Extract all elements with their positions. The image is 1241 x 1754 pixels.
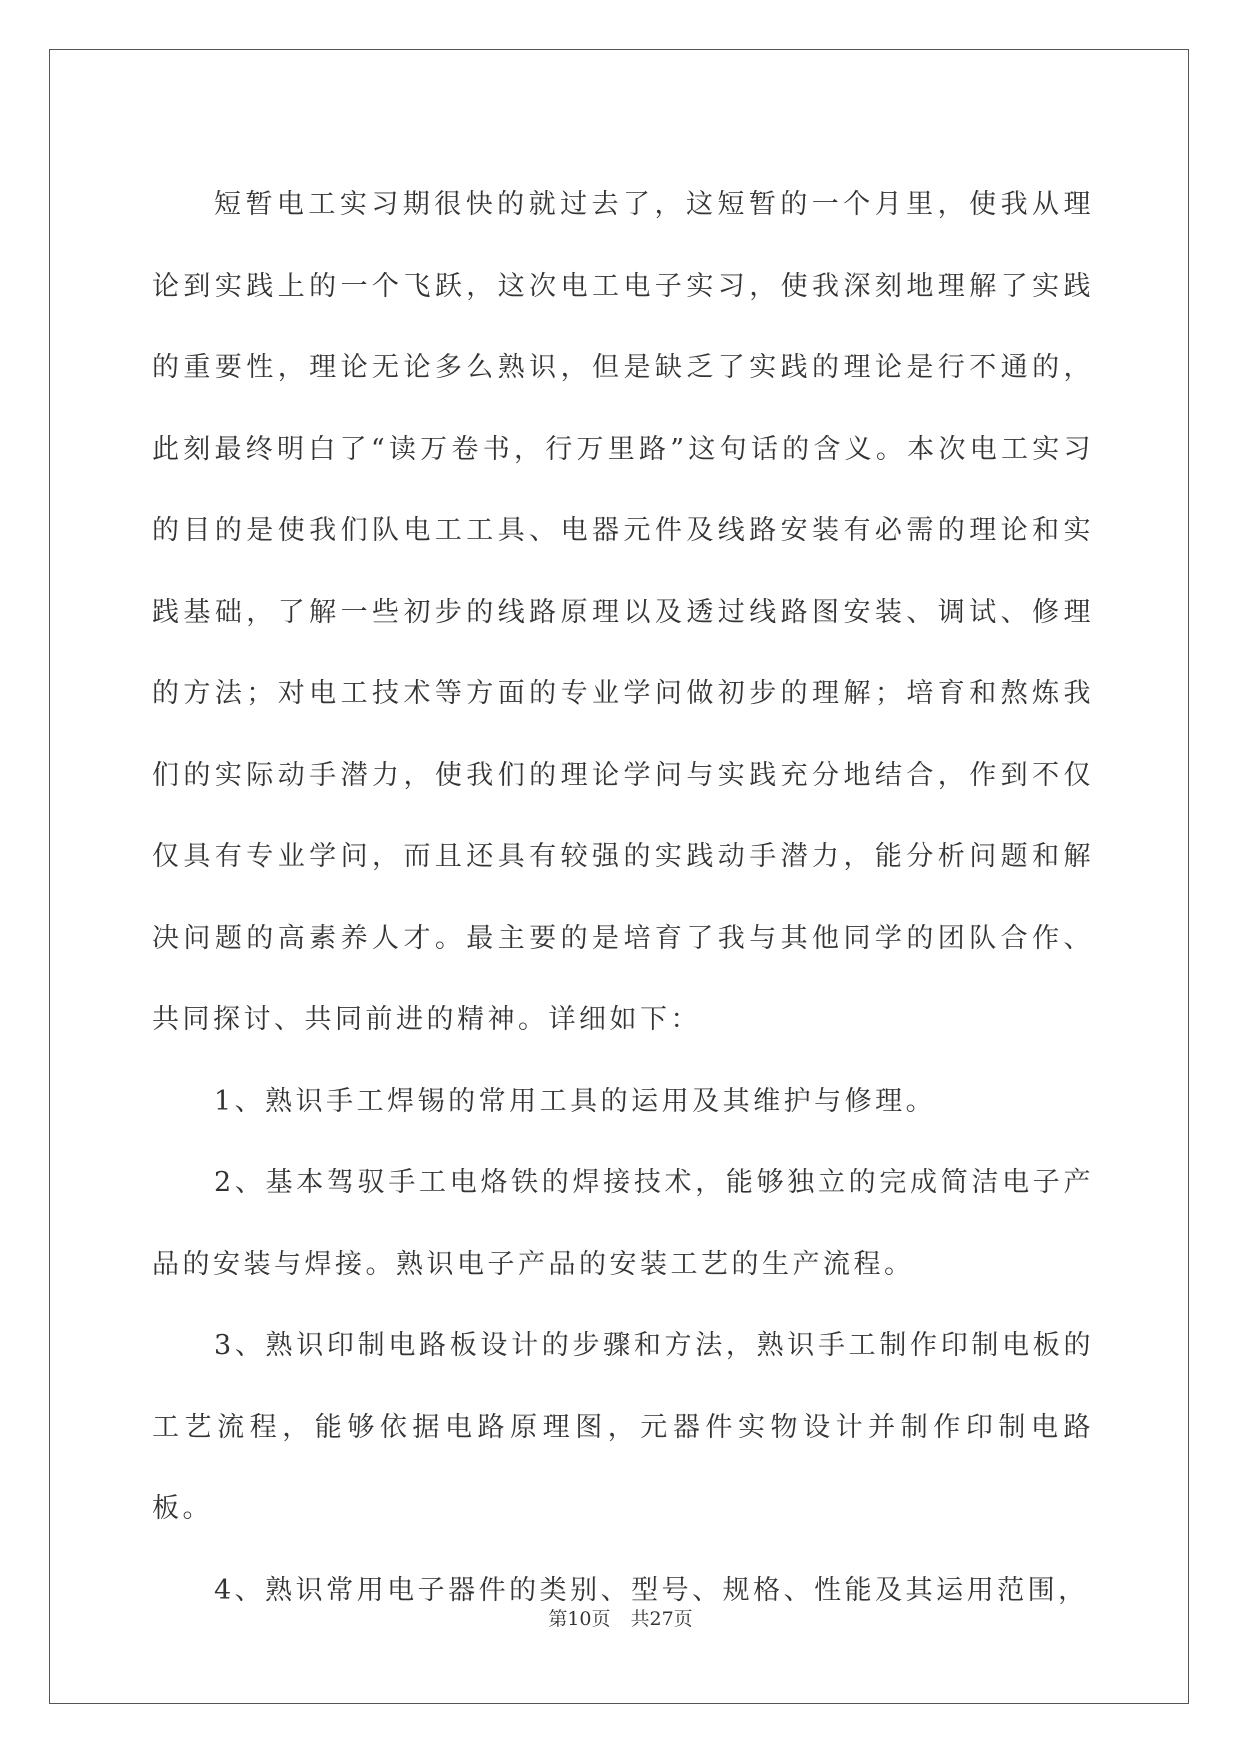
paragraph-item-2: 2、基本驾驭手工电烙铁的焊接技术，能够独立的完成简洁电子产品的安装与焊接。熟识电子产品的安装工艺的生产流程。 xyxy=(152,1167,1094,1280)
paragraph-item-3: 3、熟识印制电路板设计的步骤和方法，熟识手工制作印制电板的工艺流程，能够依据电路原理图，元器件实物设计并制作印制电路板。 xyxy=(152,1330,1094,1524)
page-number: 第10页 xyxy=(548,1608,611,1630)
paragraph-item-4: 4、熟识常用电子器件的类别、型号、规格、性能及其运用范围， xyxy=(214,1574,1089,1606)
page-footer xyxy=(0,1604,1241,1631)
page-total: 共27页 xyxy=(630,1608,693,1630)
document-body xyxy=(152,164,1094,1631)
paragraph-item-1: 1、熟识手工焊锡的常用工具的运用及其维护与修理。 xyxy=(214,1085,937,1117)
paragraph-intro: 短暂电工实习期很快的就过去了，这短暂的一个月里，使我从理论到实践上的一个飞跃，这次电工电子实习，使我深刻地理解了实践的重要性，理论无论多么熟识，但是缺乏了实践的理论是行不通的，此刻最终明白了“读万卷书，行万里路”这句话的含义。本次电工实习的目的是使我们队电工工具、电器元件及线路安装有必需的理论和实践基础，了解一些初步的线路原理以及透过线路图安装、调试、修理的方法；对电工技术等方面的专业学问做初步的理解；培育和熬炼我们的实际动手潜力，使我们的理论学问与实践充分地结合，作到不仅仅具有专业学问，而且还具有较强的实践动手潜力，能分析问题和解决问题的高素养人才。最主要的是培育了我与其他同学的团队合作、共同探讨、共同前进的精神。详细如下： xyxy=(152,189,1094,1035)
